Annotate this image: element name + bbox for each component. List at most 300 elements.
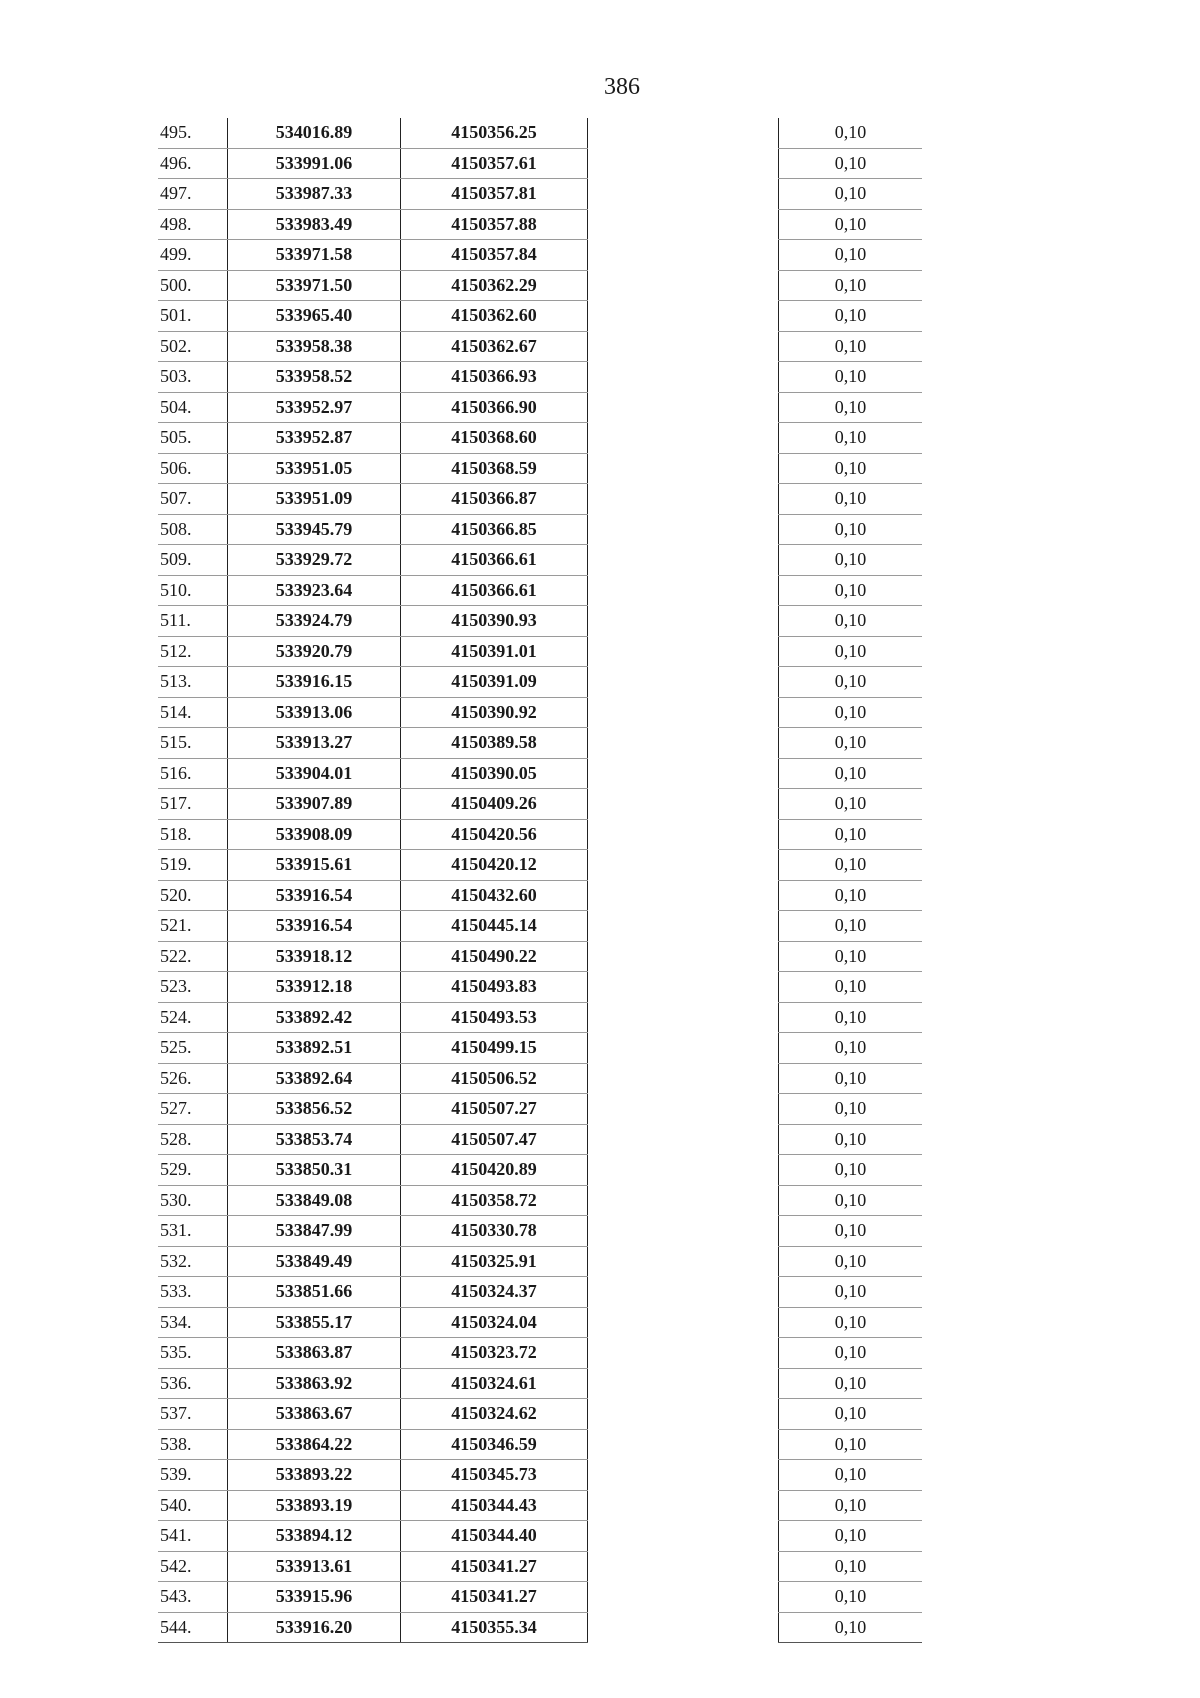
empty-cell [588,1460,779,1491]
x-coordinate-cell: 533958.52 [228,362,401,393]
y-coordinate-cell: 4150490.22 [401,941,588,972]
row-number-cell: 543. [158,1582,228,1613]
y-coordinate-cell: 4150409.26 [401,789,588,820]
row-number-cell: 506. [158,453,228,484]
y-coordinate-cell: 4150368.59 [401,453,588,484]
table-row [158,1033,922,1064]
table-row [158,1368,922,1399]
x-coordinate-cell: 533913.06 [228,697,401,728]
x-coordinate-cell: 533971.50 [228,270,401,301]
empty-cell [588,118,779,148]
table-row [158,1521,922,1552]
empty-cell [588,1582,779,1613]
row-number-cell: 508. [158,514,228,545]
table-row [158,728,922,759]
table-row [158,911,922,942]
x-coordinate-cell: 533945.79 [228,514,401,545]
table-row [158,514,922,545]
row-number-cell: 500. [158,270,228,301]
table-row [158,453,922,484]
x-coordinate-cell: 533907.89 [228,789,401,820]
table-row [158,484,922,515]
empty-cell [588,423,779,454]
x-coordinate-cell: 534016.89 [228,118,401,148]
x-coordinate-cell: 533991.06 [228,148,401,179]
value-cell: 0,10 [779,789,923,820]
value-cell: 0,10 [779,1429,923,1460]
empty-cell [588,697,779,728]
row-number-cell: 535. [158,1338,228,1369]
empty-cell [588,1551,779,1582]
y-coordinate-cell: 4150356.25 [401,118,588,148]
table-row [158,1582,922,1613]
table-row [158,606,922,637]
x-coordinate-cell: 533894.12 [228,1521,401,1552]
table-row [158,667,922,698]
value-cell: 0,10 [779,697,923,728]
empty-cell [588,880,779,911]
table-row [158,545,922,576]
table-row [158,575,922,606]
value-cell: 0,10 [779,667,923,698]
y-coordinate-cell: 4150389.58 [401,728,588,759]
table-row [158,1338,922,1369]
row-number-cell: 511. [158,606,228,637]
empty-cell [588,636,779,667]
x-coordinate-cell: 533892.42 [228,1002,401,1033]
value-cell: 0,10 [779,728,923,759]
table-row [158,118,922,148]
value-cell: 0,10 [779,1338,923,1369]
y-coordinate-cell: 4150324.61 [401,1368,588,1399]
y-coordinate-cell: 4150366.85 [401,514,588,545]
table-row [158,148,922,179]
row-number-cell: 532. [158,1246,228,1277]
x-coordinate-cell: 533864.22 [228,1429,401,1460]
row-number-cell: 539. [158,1460,228,1491]
value-cell: 0,10 [779,484,923,515]
y-coordinate-cell: 4150420.89 [401,1155,588,1186]
page-number: 386 [604,74,640,100]
row-number-cell: 521. [158,911,228,942]
y-coordinate-cell: 4150445.14 [401,911,588,942]
value-cell: 0,10 [779,362,923,393]
empty-cell [588,941,779,972]
empty-cell [588,789,779,820]
table-row [158,1094,922,1125]
value-cell: 0,10 [779,1551,923,1582]
value-cell: 0,10 [779,331,923,362]
y-coordinate-cell: 4150357.84 [401,240,588,271]
table-row [158,1155,922,1186]
coordinates-table-body [158,118,922,1643]
x-coordinate-cell: 533863.67 [228,1399,401,1430]
y-coordinate-cell: 4150362.60 [401,301,588,332]
table-row [158,301,922,332]
x-coordinate-cell: 533951.09 [228,484,401,515]
table-row [158,1307,922,1338]
y-coordinate-cell: 4150366.93 [401,362,588,393]
empty-cell [588,911,779,942]
x-coordinate-cell: 533913.27 [228,728,401,759]
row-number-cell: 507. [158,484,228,515]
y-coordinate-cell: 4150493.83 [401,972,588,1003]
y-coordinate-cell: 4150390.05 [401,758,588,789]
empty-cell [588,1612,779,1643]
empty-cell [588,545,779,576]
x-coordinate-cell: 533958.38 [228,331,401,362]
row-number-cell: 531. [158,1216,228,1247]
row-number-cell: 503. [158,362,228,393]
row-number-cell: 536. [158,1368,228,1399]
empty-cell [588,1521,779,1552]
table-row [158,240,922,271]
empty-cell [588,606,779,637]
row-number-cell: 522. [158,941,228,972]
y-coordinate-cell: 4150391.09 [401,667,588,698]
row-number-cell: 528. [158,1124,228,1155]
table-row [158,1002,922,1033]
value-cell: 0,10 [779,911,923,942]
row-number-cell: 495. [158,118,228,148]
table-row [158,1429,922,1460]
table-row [158,819,922,850]
y-coordinate-cell: 4150506.52 [401,1063,588,1094]
y-coordinate-cell: 4150323.72 [401,1338,588,1369]
empty-cell [588,514,779,545]
row-number-cell: 516. [158,758,228,789]
y-coordinate-cell: 4150368.60 [401,423,588,454]
row-number-cell: 514. [158,697,228,728]
value-cell: 0,10 [779,636,923,667]
x-coordinate-cell: 533892.51 [228,1033,401,1064]
row-number-cell: 544. [158,1612,228,1643]
empty-cell [588,575,779,606]
y-coordinate-cell: 4150357.61 [401,148,588,179]
row-number-cell: 510. [158,575,228,606]
empty-cell [588,1216,779,1247]
x-coordinate-cell: 533892.64 [228,1063,401,1094]
x-coordinate-cell: 533908.09 [228,819,401,850]
x-coordinate-cell: 533915.96 [228,1582,401,1613]
empty-cell [588,331,779,362]
y-coordinate-cell: 4150493.53 [401,1002,588,1033]
row-number-cell: 527. [158,1094,228,1125]
row-number-cell: 497. [158,179,228,210]
row-number-cell: 518. [158,819,228,850]
value-cell: 0,10 [779,270,923,301]
table-row [158,1216,922,1247]
value-cell: 0,10 [779,1368,923,1399]
empty-cell [588,209,779,240]
row-number-cell: 523. [158,972,228,1003]
value-cell: 0,10 [779,118,923,148]
value-cell: 0,10 [779,209,923,240]
value-cell: 0,10 [779,545,923,576]
x-coordinate-cell: 533856.52 [228,1094,401,1125]
empty-cell [588,179,779,210]
row-number-cell: 540. [158,1490,228,1521]
value-cell: 0,10 [779,850,923,881]
value-cell: 0,10 [779,941,923,972]
y-coordinate-cell: 4150366.90 [401,392,588,423]
value-cell: 0,10 [779,575,923,606]
y-coordinate-cell: 4150324.37 [401,1277,588,1308]
empty-cell [588,1368,779,1399]
y-coordinate-cell: 4150357.81 [401,179,588,210]
x-coordinate-cell: 533850.31 [228,1155,401,1186]
value-cell: 0,10 [779,1155,923,1186]
table-row [158,1460,922,1491]
empty-cell [588,1246,779,1277]
value-cell: 0,10 [779,453,923,484]
x-coordinate-cell: 533849.49 [228,1246,401,1277]
row-number-cell: 501. [158,301,228,332]
value-cell: 0,10 [779,148,923,179]
value-cell: 0,10 [779,1216,923,1247]
empty-cell [588,1094,779,1125]
y-coordinate-cell: 4150355.34 [401,1612,588,1643]
x-coordinate-cell: 533923.64 [228,575,401,606]
table-row [158,331,922,362]
empty-cell [588,1063,779,1094]
y-coordinate-cell: 4150358.72 [401,1185,588,1216]
x-coordinate-cell: 533851.66 [228,1277,401,1308]
empty-cell [588,1002,779,1033]
x-coordinate-cell: 533853.74 [228,1124,401,1155]
empty-cell [588,484,779,515]
row-number-cell: 538. [158,1429,228,1460]
x-coordinate-cell: 533847.99 [228,1216,401,1247]
y-coordinate-cell: 4150390.93 [401,606,588,637]
y-coordinate-cell: 4150330.78 [401,1216,588,1247]
table-row [158,789,922,820]
empty-cell [588,1277,779,1308]
table-row [158,1399,922,1430]
y-coordinate-cell: 4150390.92 [401,697,588,728]
x-coordinate-cell: 533855.17 [228,1307,401,1338]
empty-cell [588,1429,779,1460]
row-number-cell: 504. [158,392,228,423]
x-coordinate-cell: 533904.01 [228,758,401,789]
row-number-cell: 524. [158,1002,228,1033]
table-row [158,1185,922,1216]
table-row [158,941,922,972]
value-cell: 0,10 [779,819,923,850]
row-number-cell: 520. [158,880,228,911]
value-cell: 0,10 [779,1002,923,1033]
empty-cell [588,1185,779,1216]
x-coordinate-cell: 533987.33 [228,179,401,210]
y-coordinate-cell: 4150499.15 [401,1033,588,1064]
row-number-cell: 525. [158,1033,228,1064]
row-number-cell: 499. [158,240,228,271]
row-number-cell: 541. [158,1521,228,1552]
value-cell: 0,10 [779,1490,923,1521]
table-row [158,1063,922,1094]
empty-cell [588,1338,779,1369]
x-coordinate-cell: 533849.08 [228,1185,401,1216]
empty-cell [588,758,779,789]
value-cell: 0,10 [779,1246,923,1277]
value-cell: 0,10 [779,1399,923,1430]
empty-cell [588,301,779,332]
row-number-cell: 542. [158,1551,228,1582]
empty-cell [588,270,779,301]
empty-cell [588,850,779,881]
x-coordinate-cell: 533893.22 [228,1460,401,1491]
row-number-cell: 513. [158,667,228,698]
y-coordinate-cell: 4150341.27 [401,1551,588,1582]
row-number-cell: 537. [158,1399,228,1430]
x-coordinate-cell: 533916.54 [228,911,401,942]
table-row [158,697,922,728]
y-coordinate-cell: 4150420.12 [401,850,588,881]
value-cell: 0,10 [779,301,923,332]
x-coordinate-cell: 533971.58 [228,240,401,271]
row-number-cell: 515. [158,728,228,759]
row-number-cell: 534. [158,1307,228,1338]
table-row [158,758,922,789]
row-number-cell: 509. [158,545,228,576]
table-row [158,850,922,881]
x-coordinate-cell: 533913.61 [228,1551,401,1582]
table-row [158,1124,922,1155]
table-row [158,880,922,911]
coordinates-table [158,118,922,1643]
empty-cell [588,1307,779,1338]
value-cell: 0,10 [779,1277,923,1308]
x-coordinate-cell: 533863.92 [228,1368,401,1399]
value-cell: 0,10 [779,1582,923,1613]
coordinates-table-wrapper [158,118,918,1643]
table-row [158,209,922,240]
x-coordinate-cell: 533920.79 [228,636,401,667]
empty-cell [588,728,779,759]
y-coordinate-cell: 4150366.61 [401,545,588,576]
x-coordinate-cell: 533893.19 [228,1490,401,1521]
y-coordinate-cell: 4150357.88 [401,209,588,240]
y-coordinate-cell: 4150507.27 [401,1094,588,1125]
row-number-cell: 529. [158,1155,228,1186]
empty-cell [588,392,779,423]
row-number-cell: 517. [158,789,228,820]
row-number-cell: 512. [158,636,228,667]
y-coordinate-cell: 4150366.87 [401,484,588,515]
value-cell: 0,10 [779,1612,923,1643]
table-row [158,636,922,667]
empty-cell [588,362,779,393]
table-row [158,1551,922,1582]
table-row [158,1277,922,1308]
value-cell: 0,10 [779,423,923,454]
value-cell: 0,10 [779,392,923,423]
row-number-cell: 498. [158,209,228,240]
table-row [158,1490,922,1521]
table-row [158,362,922,393]
y-coordinate-cell: 4150344.40 [401,1521,588,1552]
x-coordinate-cell: 533924.79 [228,606,401,637]
value-cell: 0,10 [779,514,923,545]
x-coordinate-cell: 533951.05 [228,453,401,484]
empty-cell [588,148,779,179]
y-coordinate-cell: 4150346.59 [401,1429,588,1460]
row-number-cell: 502. [158,331,228,362]
y-coordinate-cell: 4150325.91 [401,1246,588,1277]
empty-cell [588,667,779,698]
y-coordinate-cell: 4150362.67 [401,331,588,362]
empty-cell [588,819,779,850]
x-coordinate-cell: 533912.18 [228,972,401,1003]
x-coordinate-cell: 533863.87 [228,1338,401,1369]
table-row [158,423,922,454]
value-cell: 0,10 [779,1063,923,1094]
x-coordinate-cell: 533916.15 [228,667,401,698]
table-row [158,179,922,210]
y-coordinate-cell: 4150507.47 [401,1124,588,1155]
y-coordinate-cell: 4150366.61 [401,575,588,606]
table-row [158,972,922,1003]
y-coordinate-cell: 4150324.62 [401,1399,588,1430]
value-cell: 0,10 [779,179,923,210]
table-row [158,392,922,423]
row-number-cell: 533. [158,1277,228,1308]
y-coordinate-cell: 4150362.29 [401,270,588,301]
value-cell: 0,10 [779,1033,923,1064]
y-coordinate-cell: 4150324.04 [401,1307,588,1338]
empty-cell [588,972,779,1003]
value-cell: 0,10 [779,1307,923,1338]
row-number-cell: 496. [158,148,228,179]
empty-cell [588,1155,779,1186]
value-cell: 0,10 [779,1094,923,1125]
x-coordinate-cell: 533952.97 [228,392,401,423]
value-cell: 0,10 [779,1185,923,1216]
x-coordinate-cell: 533915.61 [228,850,401,881]
y-coordinate-cell: 4150345.73 [401,1460,588,1491]
table-row [158,1612,922,1643]
value-cell: 0,10 [779,606,923,637]
x-coordinate-cell: 533916.54 [228,880,401,911]
empty-cell [588,453,779,484]
row-number-cell: 526. [158,1063,228,1094]
empty-cell [588,1399,779,1430]
value-cell: 0,10 [779,1124,923,1155]
empty-cell [588,1033,779,1064]
value-cell: 0,10 [779,972,923,1003]
row-number-cell: 519. [158,850,228,881]
y-coordinate-cell: 4150341.27 [401,1582,588,1613]
x-coordinate-cell: 533952.87 [228,423,401,454]
value-cell: 0,10 [779,758,923,789]
y-coordinate-cell: 4150420.56 [401,819,588,850]
value-cell: 0,10 [779,1521,923,1552]
value-cell: 0,10 [779,240,923,271]
empty-cell [588,240,779,271]
y-coordinate-cell: 4150391.01 [401,636,588,667]
x-coordinate-cell: 533918.12 [228,941,401,972]
value-cell: 0,10 [779,1460,923,1491]
empty-cell [588,1124,779,1155]
table-row [158,270,922,301]
empty-cell [588,1490,779,1521]
x-coordinate-cell: 533983.49 [228,209,401,240]
x-coordinate-cell: 533929.72 [228,545,401,576]
y-coordinate-cell: 4150344.43 [401,1490,588,1521]
row-number-cell: 505. [158,423,228,454]
row-number-cell: 530. [158,1185,228,1216]
y-coordinate-cell: 4150432.60 [401,880,588,911]
